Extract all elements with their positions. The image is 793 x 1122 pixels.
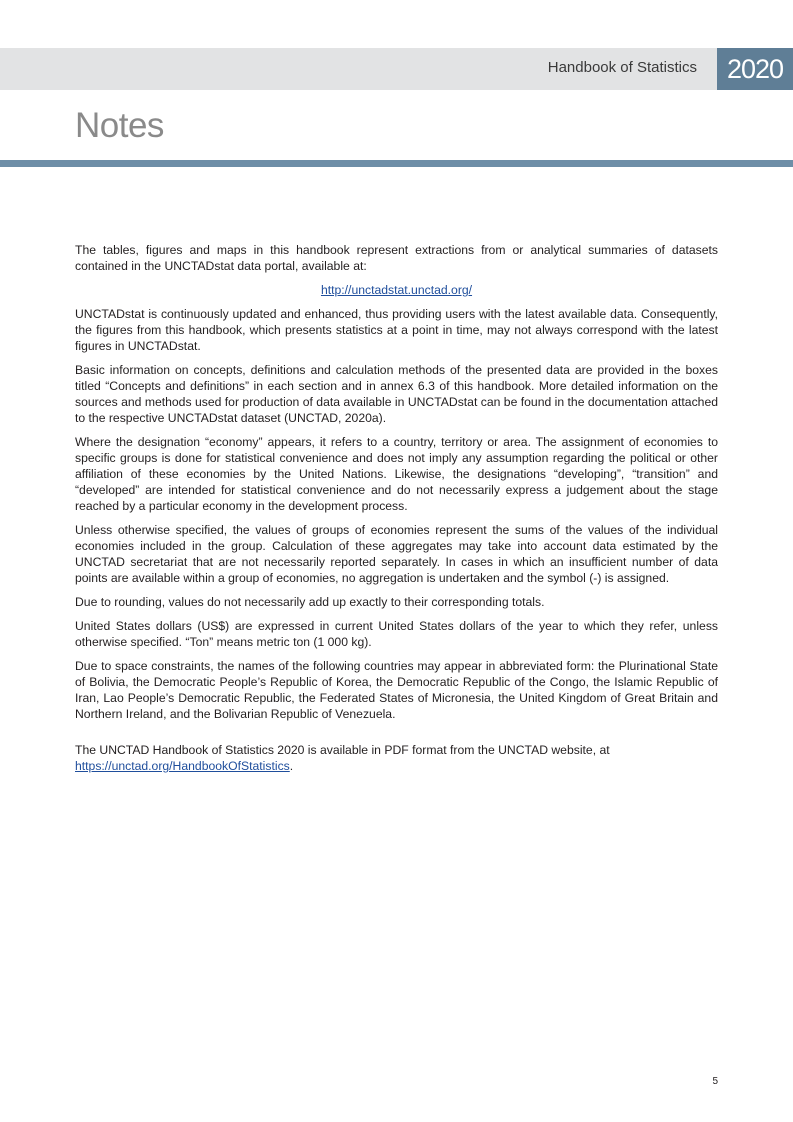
paragraph-updates: UNCTADstat is continuously updated and enhanced, thus providing users with the latest available data. Consequently, the figures from this handbook, which presents statistics at a point in time, may not always correspond with the latest figures in UNCTADstat.	[75, 307, 718, 353]
notes-body	[75, 242, 718, 782]
paragraph-link	[75, 282, 718, 298]
handbook-link[interactable]: https://unctad.org/HandbookOfStatistics	[75, 759, 290, 773]
year-badge: 2020	[717, 48, 793, 90]
page-number: 5	[712, 1076, 718, 1087]
page-title: Notes	[75, 106, 164, 145]
paragraph-intro: The tables, figures and maps in this handbook represent extractions from or analytical summaries of datasets contained in the UNCTADstat data portal, available at:	[75, 243, 718, 273]
paragraph-rounding: Due to rounding, values do not necessarily add up exactly to their corresponding totals.	[75, 595, 545, 609]
paragraph-economy: Where the designation “economy” appears, it refers to a country, territory or area. The assignment of economies to specific groups is done for statistical convenience and does not imply any assumption regarding the political or other affiliation of these economies by the United Nations. Likewise, the designations “developing”, “transition” and “developed” are intended for statistical convenience and do not necessarily express a judgement about the stage reached by a particular economy in the development process.	[75, 435, 718, 513]
unctadstat-link[interactable]: http://unctadstat.unctad.org/	[320, 283, 473, 297]
pdf-availability-text: The UNCTAD Handbook of Statistics 2020 is available in PDF format from the UNCTAD website, at	[75, 743, 610, 757]
paragraph-country-names: Due to space constraints, the names of the following countries may appear in abbreviated form: the Plurinational State of Bolivia, the Democratic People’s Republic of Korea, the Democratic Republic of the Congo, the Islamic Republic of Iran, Lao People’s Democratic Republic, the Federated States of Micronesia, the United Kingdom of Great Britain and Northern Ireland, and the Bolivarian Republic of Venezuela.	[75, 659, 718, 721]
paragraph-dollars: United States dollars (US$) are expressed in current United States dollars of the year to which they refer, unless otherwise specified. “Ton” means metric ton (1 000 kg).	[75, 619, 718, 649]
paragraph-aggregates: Unless otherwise specified, the values of groups of economies represent the sums of the values of the individual economies included in the group. Calculation of these aggregates may take into account data estimated by the UNCTAD secretariat that are not necessarily reported separately. In cases in which an insufficient number of data points are available within a group of economies, no aggregation is undertaken and the symbol (-) is assigned.	[75, 523, 718, 585]
header-title: Handbook of Statistics	[547, 59, 697, 76]
pdf-sentence-end: .	[289, 759, 294, 773]
paragraph-concepts: Basic information on concepts, definitions and calculation methods of the presented data are provided in the boxes titled “Concepts and definitions” in each section and in annex 6.3 of this handbook. More detailed information on the sources and methods used for production of data available in UNCTADstat can be found in the documentation attached to the respective UNCTADstat dataset (UNCTAD, 2020a).	[75, 363, 718, 425]
title-divider	[0, 160, 793, 167]
paragraph-pdf	[75, 742, 718, 774]
